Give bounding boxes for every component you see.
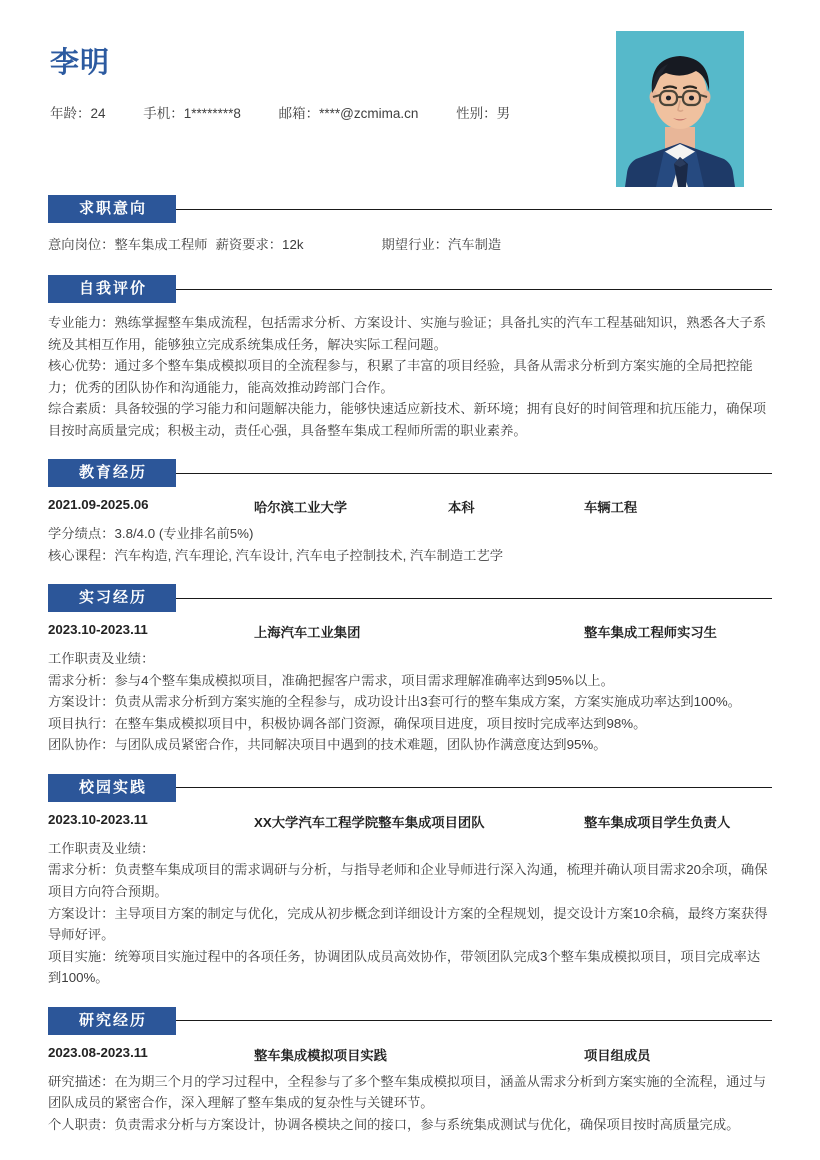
internship-role: 整车集成工程师实习生 (584, 625, 717, 641)
contact-email-value: ****@zcmima.cn (319, 105, 419, 121)
education-detail-line: 核心课程：汽车构造, 汽车理论, 汽车设计, 汽车电子控制技术, 汽车制造工艺学 (48, 547, 504, 563)
internship-detail-line: 团队协作：与团队成员紧密合作，共同解决项目中遇到的技术难题，团队协作满意度达到95%。 (48, 737, 607, 753)
expected-industry (382, 234, 502, 253)
self-evaluation-paragraph: 核心优势：通过多个整车集成模拟项目的全流程参与，积累了丰富的项目经验，具备从需求分析到方案实施的全局把控能力；优秀的团队协作和沟通能力，能高效推动跨部门合作。 (48, 358, 753, 395)
contact-age-value: 24 (90, 105, 106, 121)
research-detail-line: 研究描述：在为期三个月的学习过程中，全程参与了多个整车集成模拟项目，涵盖从需求分析到方案实施的全流程，通过与团队成员的紧密合作，深入理解了整车集成的复杂性与关键环节。 (48, 1073, 767, 1111)
salary-label: 薪资要求： (215, 237, 283, 252)
campus-practice-detail-line: 工作职责及业绩： (48, 840, 155, 856)
portrait-illustration (616, 31, 744, 187)
contact-email-label: 邮箱： (278, 105, 320, 121)
section-divider (176, 787, 772, 788)
education-degree: 本科 (448, 500, 475, 516)
education-detail-line: 学分绩点：3.8/4.0 (专业排名前5%) (48, 526, 254, 542)
job-intention-fields (48, 223, 772, 253)
research-project: 整车集成模拟项目实践 (254, 1047, 387, 1063)
section-header-research (48, 1007, 772, 1035)
candidate-photo (616, 31, 744, 187)
section-divider (176, 1020, 772, 1021)
section-internship (0, 584, 820, 756)
section-header-education (48, 459, 772, 487)
salary-expectation (216, 234, 304, 253)
industry-label: 期望行业： (381, 237, 448, 252)
section-title-campus-practice: 校园实践 (48, 774, 176, 802)
research-role: 项目组成员 (584, 1047, 651, 1063)
internship-detail-line: 需求分析：参与4个整车集成模拟项目，准确把握客户需求，项目需求理解准确率达到95%以上。 (48, 672, 614, 688)
intended-position-label: 意向岗位： (48, 237, 115, 252)
internship-entry-row (48, 612, 772, 644)
campus-practice-date: 2023.10-2023.11 (48, 811, 148, 827)
internship-company: 上海汽车工业集团 (254, 625, 361, 641)
internship-detail-line: 方案设计：负责从需求分析到方案实施的全程参与，成功设计出3套可行的整车集成方案，方案实施成功率达到100%。 (48, 694, 741, 710)
section-title-self-evaluation: 自我评价 (48, 275, 176, 303)
industry-value: 汽车制造 (447, 237, 502, 252)
self-evaluation-paragraph: 综合素质：具备较强的学习能力和问题解决能力，能够快速适应新技术、新环境；拥有良好的时间管理和抗压能力，确保项目按时高质量完成；积极主动，责任心强，具备整车集成工程师所需的职业素养。 (48, 401, 767, 438)
education-major: 车辆工程 (584, 500, 638, 516)
campus-practice-detail-line: 项目实施：统筹项目实施过程中的各项任务，协调团队成员高效协作，带领团队完成3个整车集成模拟项目，项目完成率达到100%。 (48, 948, 761, 986)
internship-details (48, 644, 772, 756)
contact-age (50, 102, 106, 122)
internship-detail-line: 工作职责及业绩： (48, 651, 155, 667)
section-header-job-intention (48, 195, 772, 223)
contact-phone (143, 102, 241, 122)
contact-gender-value: 男 (496, 105, 511, 121)
section-title-job-intention: 求职意向 (48, 195, 176, 223)
education-date: 2021.09-2025.06 (48, 497, 149, 513)
campus-practice-detail-line: 需求分析：负责整车集成项目的需求调研与分析，与指导老师和企业导师进行深入沟通，梳理并确认项目需求20余项，确保项目方向符合预期。 (48, 862, 768, 899)
self-evaluation-paragraph: 专业能力：熟练掌握整车集成流程，包括需求分析、方案设计、实施与验证；具备扎实的汽车工程基础知识，熟悉各大子系统及其相互作用，能够独立完成系统集成任务，解决实际工程问题。 (48, 315, 767, 352)
self-evaluation-body (48, 303, 772, 441)
section-header-internship (48, 584, 772, 612)
contact-email (279, 102, 419, 122)
research-details (48, 1067, 772, 1136)
section-title-research: 研究经历 (48, 1007, 176, 1035)
campus-practice-details (48, 834, 772, 989)
campus-practice-entry-row (48, 802, 772, 834)
education-details (48, 519, 772, 566)
resume-header (0, 0, 820, 195)
intended-position (48, 234, 208, 253)
section-education (0, 459, 820, 566)
section-self-evaluation (0, 275, 820, 441)
campus-practice-role: 整车集成项目学生负责人 (584, 814, 731, 830)
section-header-self-evaluation (48, 275, 772, 303)
contact-age-label: 年龄： (50, 105, 91, 121)
contact-phone-label: 手机： (143, 105, 184, 121)
campus-practice-detail-line: 方案设计：主导项目方案的制定与优化，完成从初步概念到详细设计方案的全程规划，提交设计方案10余稿，最终方案获得导师好评。 (48, 905, 768, 943)
research-entry-row (48, 1035, 772, 1067)
section-campus-practice (0, 774, 820, 989)
section-divider (176, 473, 772, 474)
section-header-campus-practice (48, 774, 772, 802)
section-divider (176, 598, 772, 599)
candidate-name: 李明 (50, 47, 111, 79)
research-date: 2023.08-2023.11 (48, 1044, 148, 1060)
research-detail-line: 个人职责：负责需求分析与方案设计，协调各模块之间的接口，参与系统集成测试与优化，确保项目按时高质量完成。 (48, 1116, 740, 1132)
education-school: 哈尔滨工业大学 (254, 500, 348, 516)
internship-date: 2023.10-2023.11 (48, 622, 148, 638)
education-entry-row (48, 487, 772, 519)
section-job-intention (0, 195, 820, 253)
contact-gender-label: 性别： (456, 105, 497, 121)
section-title-internship: 实习经历 (48, 584, 176, 612)
salary-value: 12k (282, 237, 304, 252)
section-title-education: 教育经历 (48, 459, 176, 487)
campus-practice-organization: XX大学汽车工程学院整车集成项目团队 (254, 814, 485, 830)
section-divider (176, 209, 772, 210)
internship-detail-line: 项目执行：在整车集成模拟项目中，积极协调各部门资源，确保项目进度，项目按时完成率达到98%。 (48, 715, 647, 731)
intended-position-value: 整车集成工程师 (114, 237, 208, 252)
section-research (0, 1007, 820, 1136)
contact-phone-value: 1********8 (183, 105, 241, 121)
contact-gender (456, 102, 510, 122)
section-divider (176, 289, 772, 290)
